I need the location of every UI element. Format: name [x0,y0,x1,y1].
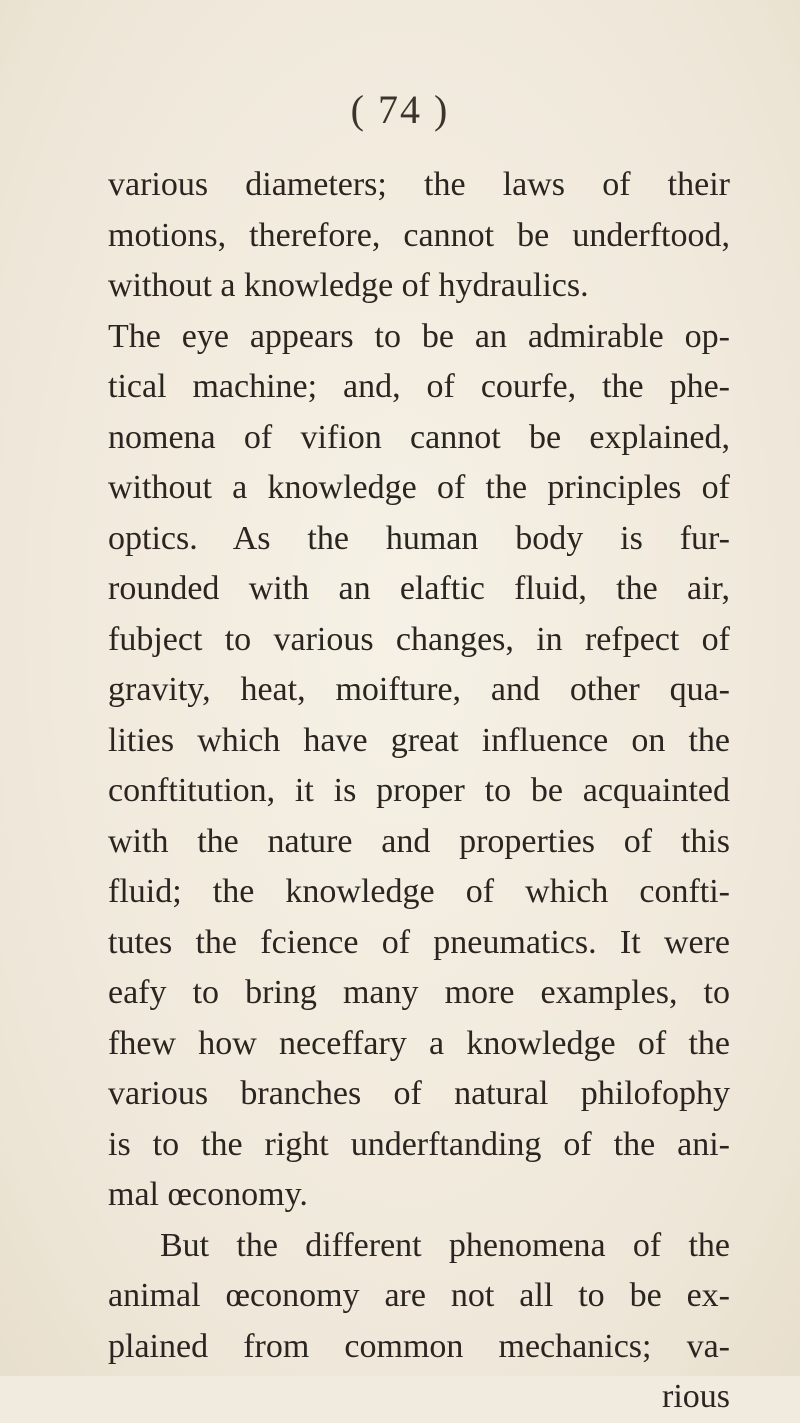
text-line: plained from common mechanics; va- [108,1327,730,1365]
text-line: mal œconomy. [108,1176,308,1213]
text-line: is to the right underftanding of the ani- [108,1125,730,1163]
text-line: fluid; the knowledge of which confti- [108,873,730,910]
text-line: tical machine; and, of courfe, the phe- [108,368,730,405]
text-line: without a knowledge of the principles of [108,469,730,506]
text-line: lities which have great influence on the [108,721,730,759]
text-line: without a knowledge of hydraulics. [108,267,589,304]
body-text [108,160,730,1423]
text-line: with the nature and properties of this [108,822,730,860]
text-line: The eye appears to be an admirable op- [108,317,730,355]
text-line: nomena of vifion cannot be explained, [108,418,730,456]
catchword: rious [662,1378,730,1415]
text-line: animal œconomy are not all to be ex- [108,1277,730,1314]
text-line: motions, therefore, cannot be underftood, [108,216,730,254]
text-line: tutes the fcience of pneumatics. It were [108,923,730,961]
text-line: fhew how neceffary a knowledge of the [108,1024,730,1062]
text-line: gravity, heat, moifture, and other qua- [108,671,730,708]
page-number: ( 74 ) [350,87,450,132]
text-line: optics. As the human body is fur- [108,519,730,557]
text-line: conftitution, it is proper to be acquainted [108,772,730,809]
text-line: various diameters; the laws of their [108,166,730,203]
text-line: various branches of natural philofophy [108,1075,730,1112]
text-line: eafy to bring many more examples, to [108,974,730,1011]
text-line: But the different phenomena of the [160,1226,730,1264]
text-line: fubject to various changes, in refpect of [108,620,730,658]
text-line: rounded with an elaftic fluid, the air, [108,570,730,607]
